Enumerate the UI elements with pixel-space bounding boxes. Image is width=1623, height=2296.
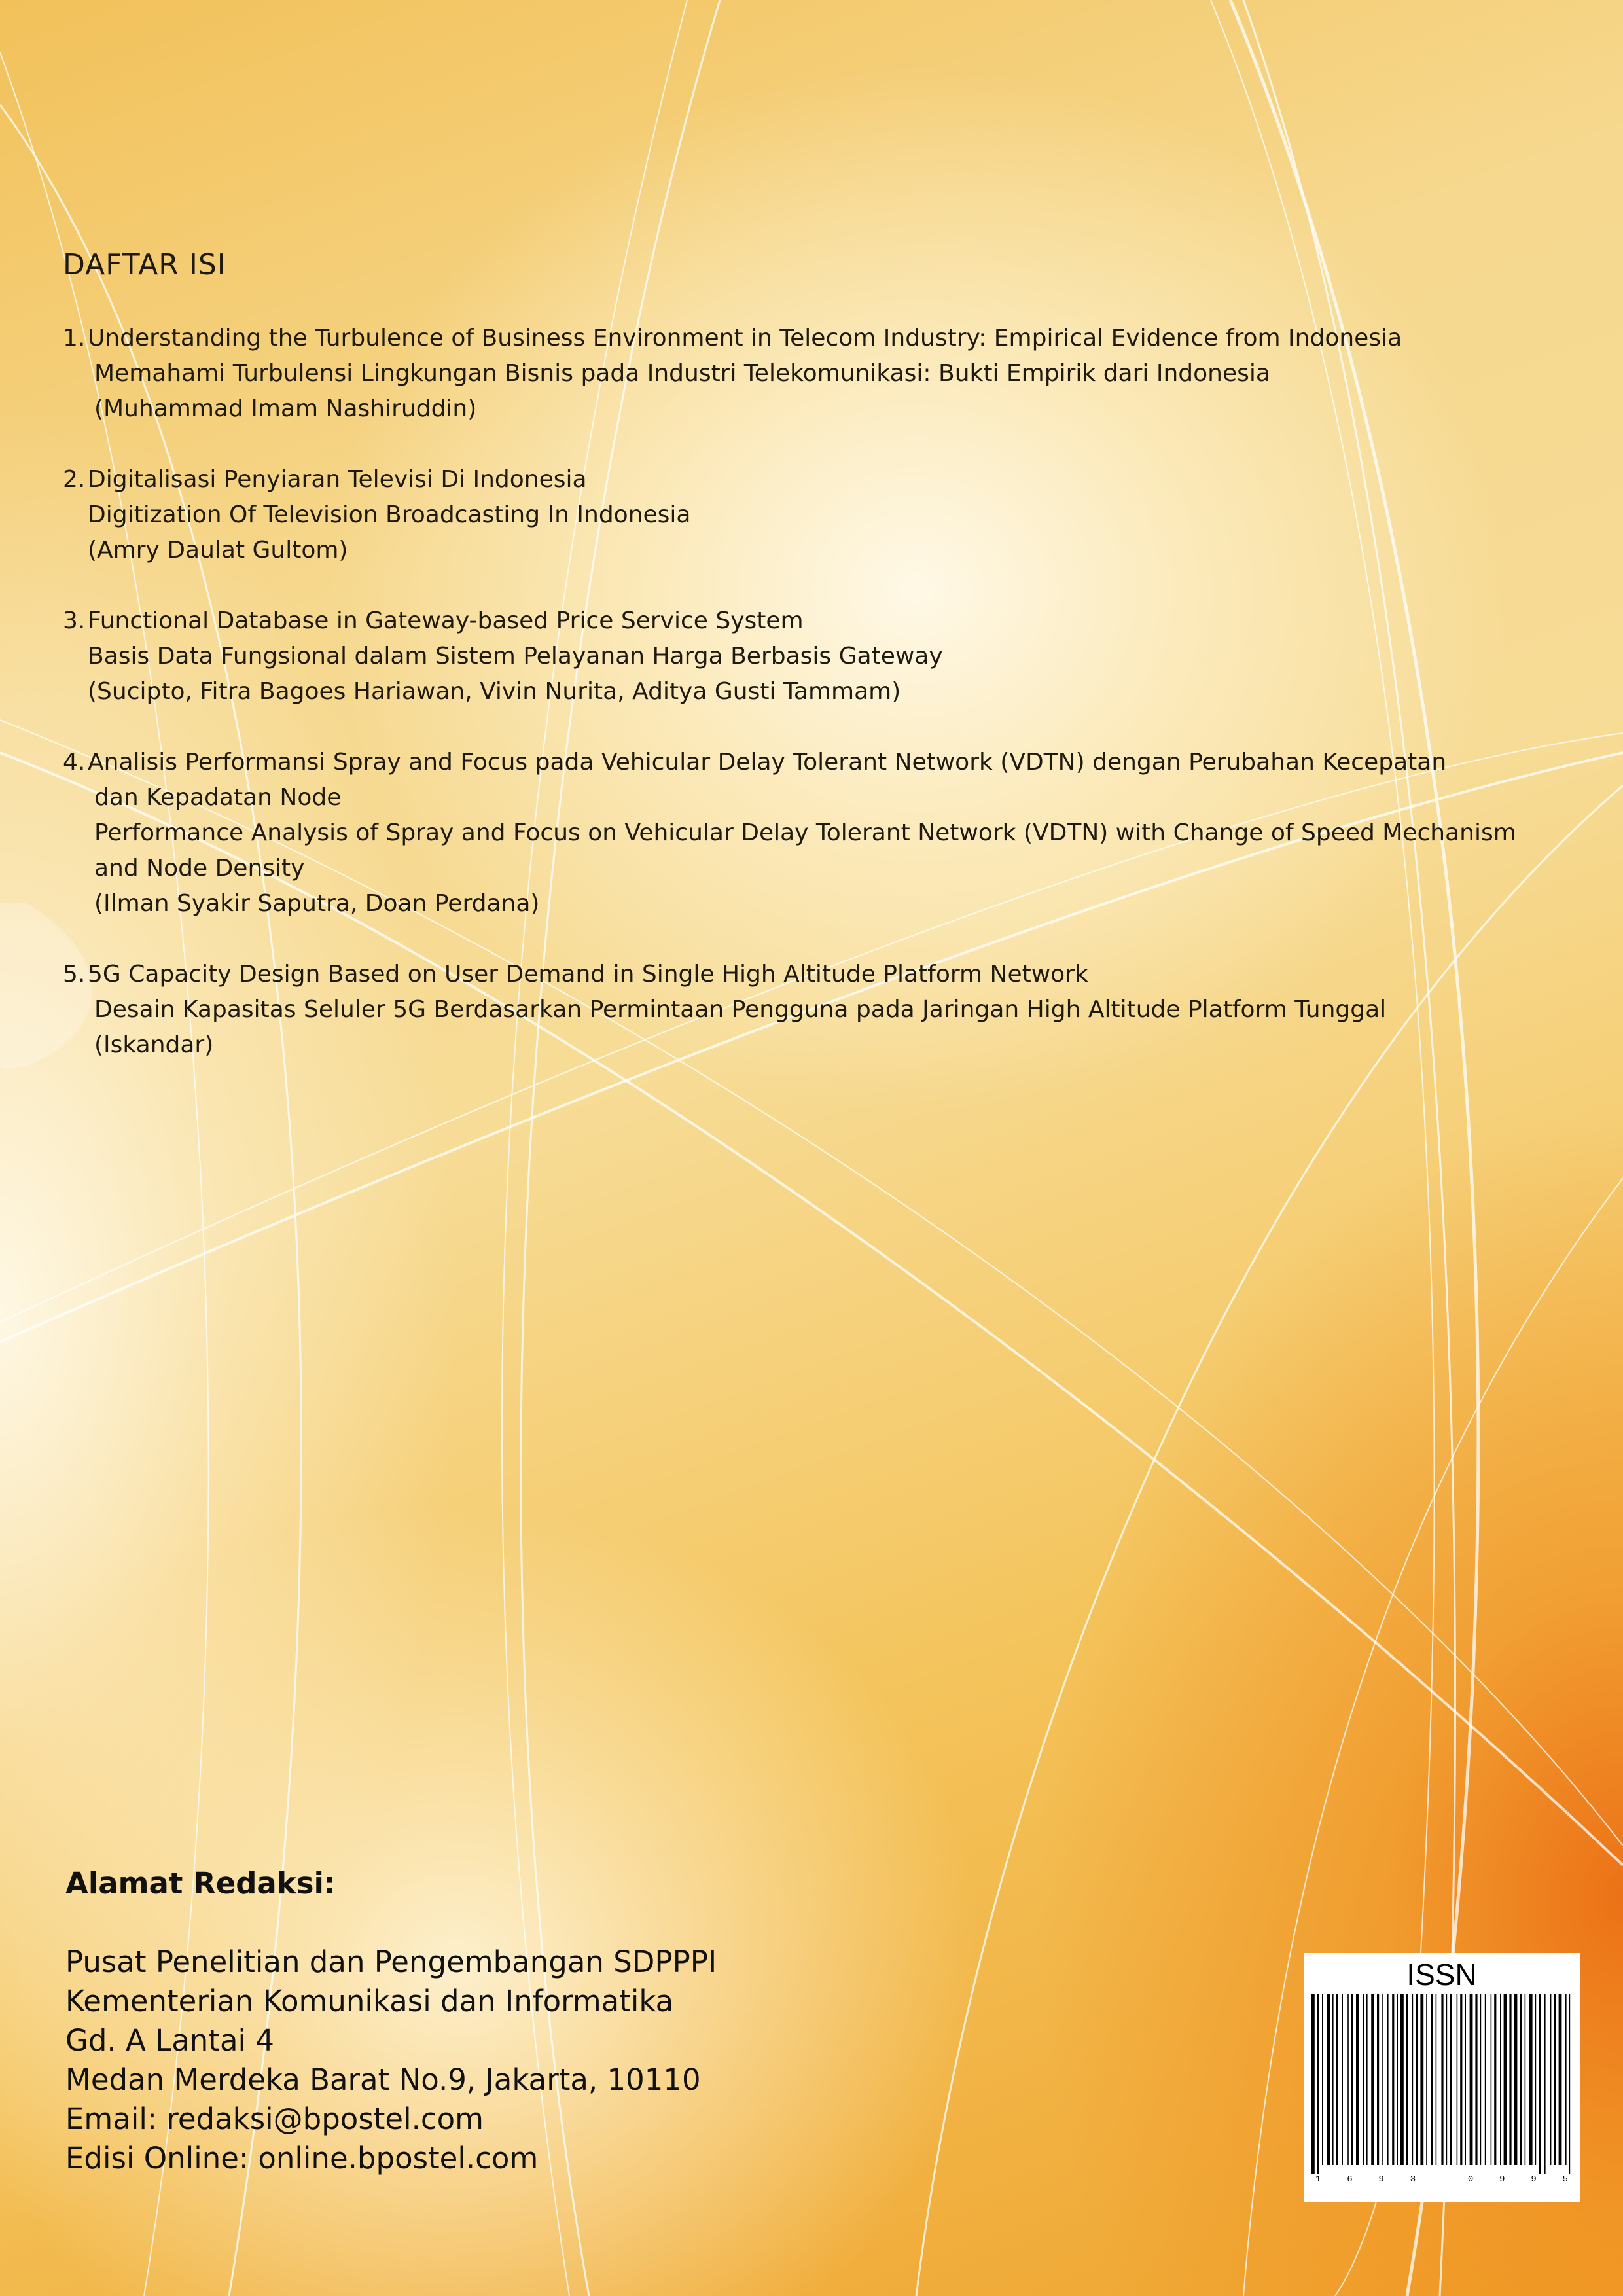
toc-item-number: 3. — [63, 607, 86, 634]
barcode-bar — [1327, 1994, 1330, 2165]
toc-item-authors: (Amry Daulat Gultom) — [88, 537, 348, 564]
barcode-bar — [1311, 1994, 1315, 2174]
address-online-edition: Edisi Online: online.bpostel.com — [65, 2141, 539, 2176]
issn-barcode-box — [1304, 1953, 1580, 2202]
barcode-bar — [1356, 1994, 1359, 2165]
barcode-bar — [1500, 1994, 1501, 2165]
barcode-bar — [1514, 1994, 1518, 2165]
issn-label: ISSN — [1406, 1958, 1477, 1992]
toc-item — [63, 957, 1503, 1063]
barcode-bar — [1412, 1994, 1414, 2165]
toc-item — [63, 321, 1503, 427]
barcode-bar — [1450, 1994, 1452, 2165]
address-heading: Alamat Redaksi: — [65, 1866, 336, 1901]
barcode-bar — [1406, 1994, 1408, 2165]
barcode-bar — [1457, 1994, 1458, 2165]
barcode-digit: 1 — [1315, 2174, 1321, 2185]
address-street: Medan Merdeka Barat No.9, Jakarta, 10110 — [65, 2062, 701, 2097]
toc-item-number: 5. — [63, 961, 86, 988]
barcode-digit: 0 — [1467, 2174, 1474, 2185]
barcode-bar — [1554, 1994, 1556, 2165]
barcode-bar — [1460, 1994, 1462, 2165]
toc-item-title-continued: dan Kepadatan Node — [94, 784, 342, 811]
toc-item-translation: Desain Kapasitas Seluler 5G Berdasarkan Permintaan Pengguna pada Jaringan High Altitude Platform Tunggal — [94, 996, 1387, 1023]
barcode-digit: 6 — [1347, 2174, 1353, 2185]
barcode-bar — [1420, 1994, 1423, 2165]
address-ministry: Kementerian Komunikasi dan Informatika — [65, 1984, 674, 2018]
toc-item-title: 5G Capacity Design Based on User Demand in Single High Altitude Platform Network — [88, 961, 1088, 988]
barcode-bar — [1569, 1994, 1571, 2174]
toc-item-title: Functional Database in Gateway-based Price Service System — [88, 607, 804, 634]
toc-item — [63, 745, 1516, 922]
barcode-digit: 9 — [1378, 2174, 1384, 2185]
barcode-bar — [1485, 1994, 1486, 2165]
barcode-bar — [1400, 1994, 1404, 2165]
barcode-bar — [1426, 1994, 1427, 2165]
barcode-bar — [1441, 1994, 1443, 2165]
toc-item-translation: Digitization Of Television Broadcasting In Indonesia — [88, 501, 691, 528]
barcode-digit: 3 — [1410, 2174, 1416, 2185]
barcode-bar — [1431, 1994, 1433, 2165]
barcode-bar — [1535, 1994, 1537, 2165]
toc-item-translation: Basis Data Fungsional dalam Sistem Pelayanan Harga Berbasis Gateway — [88, 643, 943, 670]
toc-title: DAFTAR ISI — [63, 248, 226, 281]
barcode-bar — [1470, 1994, 1473, 2165]
barcode-bar — [1416, 1994, 1418, 2165]
address-email: Email: redaksi@bpostel.com — [65, 2102, 484, 2136]
barcode-bar — [1509, 1994, 1511, 2165]
address-institution: Pusat Penelitian dan Pengembangan SDPPPI — [65, 1945, 717, 1979]
barcode-bar — [1565, 1994, 1567, 2165]
barcode-bar — [1446, 1994, 1448, 2165]
toc-item-number: 4. — [63, 749, 86, 776]
toc-item-title: Analisis Performansi Spray and Focus pada Vehicular Delay Tolerant Network (VDTN) dengan Perubahan Kecepatan — [88, 749, 1447, 776]
barcode-bar — [1317, 1994, 1319, 2174]
barcode-bar — [1504, 1994, 1507, 2165]
editorial-address — [65, 1864, 717, 2178]
barcode-bar — [1520, 1994, 1522, 2165]
toc-item-translation-continued: and Node Density — [94, 855, 305, 882]
barcode-bar — [1494, 1994, 1496, 2165]
barcode-bar — [1387, 1994, 1389, 2165]
barcode-bar — [1397, 1994, 1398, 2165]
toc-item-number: 2. — [63, 466, 86, 493]
barcode-bar — [1491, 1994, 1492, 2165]
toc-item — [63, 603, 1503, 709]
barcode-bar — [1377, 1994, 1379, 2165]
barcode-bar — [1529, 1994, 1533, 2165]
toc-item-translation: Memahami Turbulensi Lingkungan Bisnis pada Industri Telekomunikasi: Bukti Empirik dari Indonesia — [94, 360, 1270, 387]
barcode-bar — [1465, 1994, 1466, 2165]
barcode-bar — [1544, 1994, 1546, 2174]
barcode-bar — [1475, 1994, 1477, 2165]
barcode-bar — [1539, 1994, 1541, 2174]
barcode-bar — [1332, 1994, 1334, 2165]
barcode-bar — [1351, 1994, 1353, 2165]
barcode-bar — [1336, 1994, 1338, 2165]
toc-item-title: Digitalisasi Penyiaran Televisi Di Indonesia — [88, 466, 587, 493]
barcode-bar — [1371, 1994, 1374, 2165]
toc-item-title: Understanding the Turbulence of Business Environment in Telecom Industry: Empirical Evidence from Indonesia — [88, 325, 1402, 351]
address-building: Gd. A Lantai 4 — [65, 2023, 274, 2058]
barcode-digit: 9 — [1531, 2174, 1537, 2185]
barcode-bar — [1392, 1994, 1394, 2165]
toc-item-authors: (Sucipto, Fitra Bagoes Hariawan, Vivin Nurita, Aditya Gusti Tammam) — [88, 678, 901, 705]
barcode-bar — [1480, 1994, 1482, 2165]
barcode-bar — [1525, 1994, 1526, 2165]
table-of-contents — [63, 247, 1516, 1098]
barcode-bar — [1366, 1994, 1368, 2165]
toc-item-number: 1. — [63, 325, 86, 351]
barcode-bar — [1363, 1994, 1364, 2165]
barcode-digit: 9 — [1499, 2174, 1505, 2185]
toc-item-translation: Performance Analysis of Spray and Focus on Vehicular Delay Tolerant Network (VDTN) with Change of Speed Mechanism — [94, 819, 1516, 846]
barcode-bar — [1382, 1994, 1383, 2165]
barcode-bar — [1559, 1994, 1562, 2165]
barcode-bar — [1342, 1994, 1343, 2165]
toc-item-authors: (Iskandar) — [94, 1031, 214, 1058]
barcode-digit: 5 — [1562, 2174, 1568, 2185]
barcode-bar — [1550, 1994, 1552, 2165]
toc-item — [63, 462, 1503, 568]
barcode-bar — [1347, 1994, 1349, 2165]
barcode-icon — [1310, 1994, 1573, 2174]
barcode-bar — [1322, 1994, 1323, 2165]
toc-item-authors: (Ilman Syakir Saputra, Doan Perdana) — [94, 890, 540, 917]
barcode-bar — [1436, 1994, 1437, 2165]
toc-item-authors: (Muhammad Imam Nashiruddin) — [94, 395, 477, 422]
barcode-digits — [1315, 2174, 1568, 2185]
